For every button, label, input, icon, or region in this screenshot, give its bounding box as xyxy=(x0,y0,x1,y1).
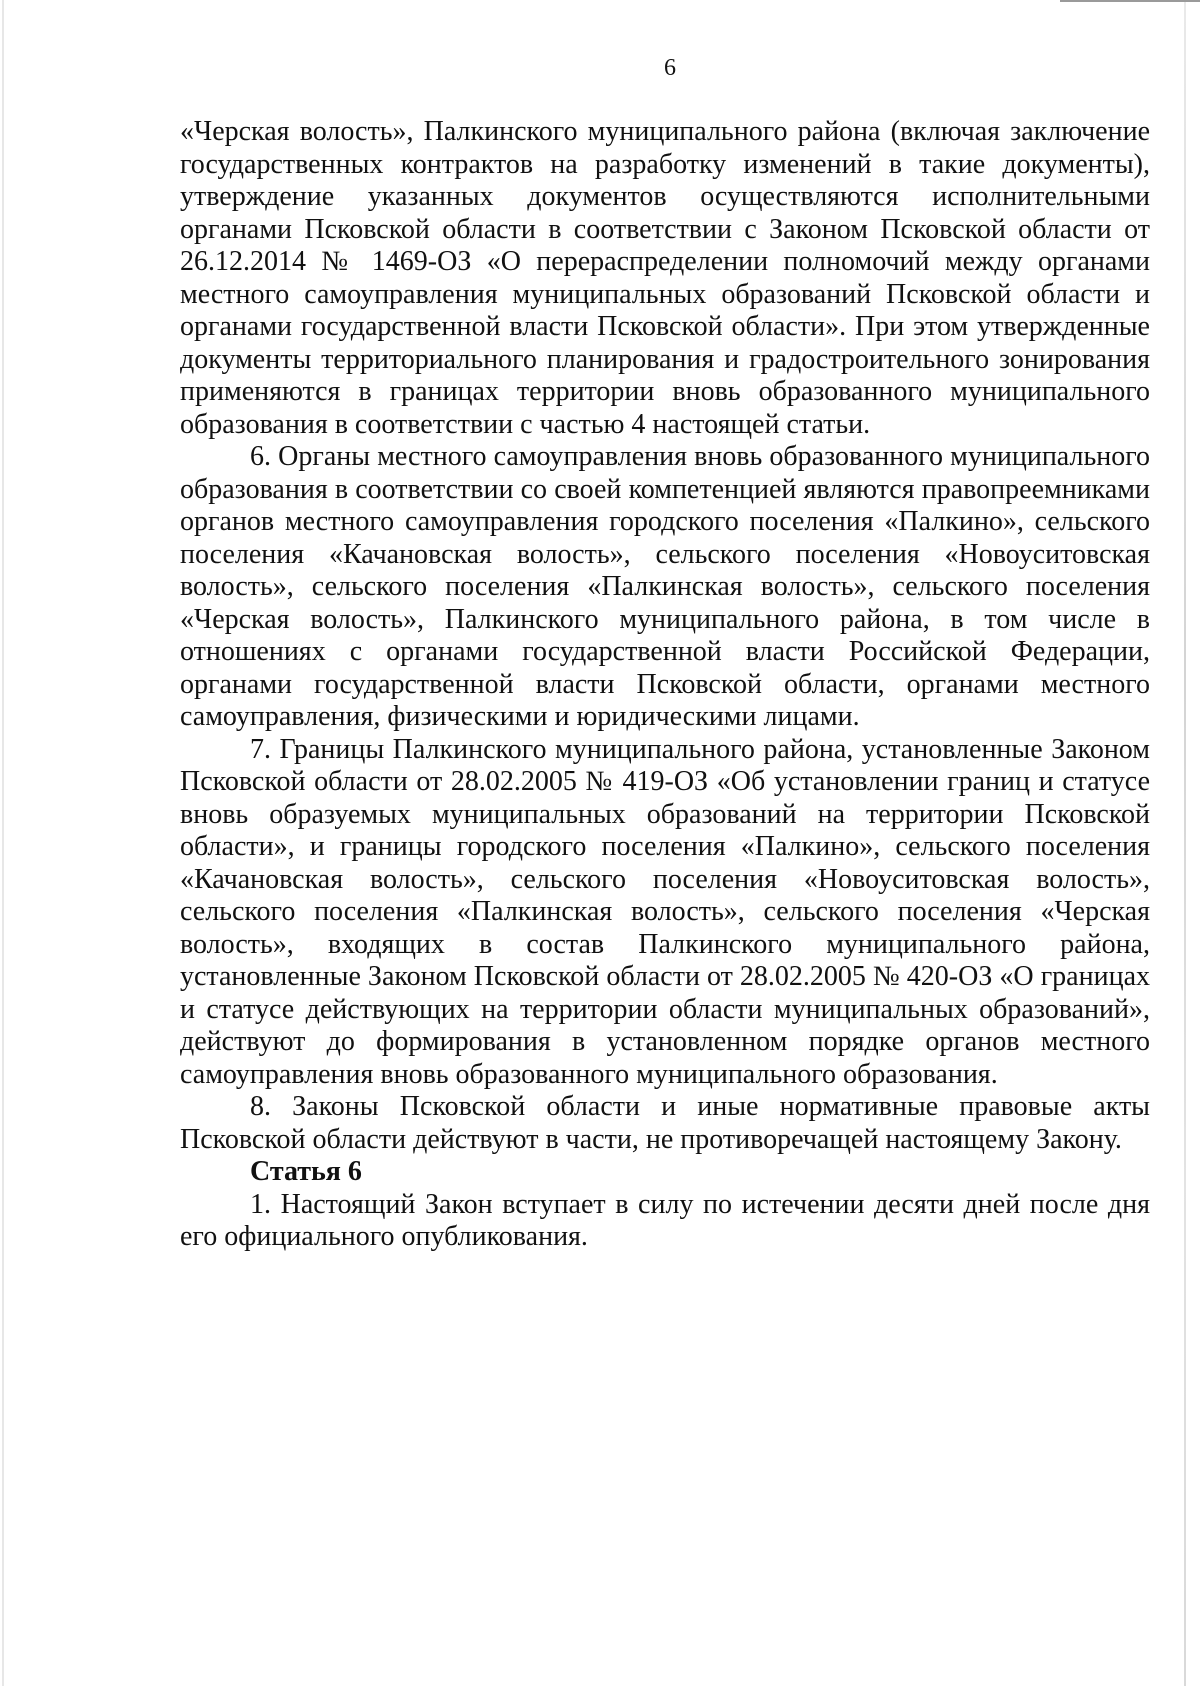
paragraph-continuation: «Черская волость», Палкинского муниципального района (включая заключение государственных контрактов на разработку изменений в такие документы), утверждение указанных документов осуществляются исполнительными органами Псковской области в соответствии с Законом Псковской области от 26.12.2014 № 1469-ОЗ «О перераспределении полномочий между органами местного самоуправления муниципальных образований Псковской области и органами государственной власти Псковской области». При этом утвержденные документы территориального планирования и градостроительного зонирования применяются в границах территории вновь образованного муниципального образования в соответствии с частью 4 настоящей статьи. xyxy=(180,116,1150,440)
paragraph-item-6: 6. Органы местного самоуправления вновь образованного муниципального образования в соответствии со своей компетенцией являются правопреемниками органов местного самоуправления городского поселения «Палкино», сельского поселения «Качановская волость», сельского поселения «Новоуситовская волость», сельского поселения «Палкинская волость», сельского поселения «Черская волость», Палкинского муниципального района, в том числе в отношениях с органами государственной власти Российской Федерации, органами государственной власти Псковской области, органами местного самоуправления, физическими и юридическими лицами. xyxy=(180,441,1150,732)
paragraph-item-8: 8. Законы Псковской области и иные нормативные правовые акты Псковской области действуют в части, не противоречащей настоящему Закону. xyxy=(180,1091,1150,1155)
scan-top-mark xyxy=(1060,0,1200,2)
scan-edge-right xyxy=(1184,0,1186,1686)
article-paragraph-1: 1. Настоящий Закон вступает в силу по истечении десяти дней после дня его официального опубликования. xyxy=(180,1188,1150,1252)
paragraph-item-7: 7. Границы Палкинского муниципального района, установленные Законом Псковской области от 28.02.2005 № 419-ОЗ «Об установлении границ и статусе вновь образуемых муниципальных образований на территории Псковской области», и границы городского поселения «Палкино», сельского поселения «Качановская волость», сельского поселения «Новоуситовская волость», сельского поселения «Палкинская волость», сельского поселения «Черская волость», входящих в состав Палкинского муниципального района, установленные Законом Псковской области от 28.02.2005 № 420-ОЗ «О границах и статусе действующих на территории области муниципальных образований», действуют до формирования в установленном порядке органов местного самоуправления вновь образованного муниципального образования. xyxy=(180,733,1150,1090)
page-number: 6 xyxy=(664,55,676,81)
scan-edge-left xyxy=(2,0,4,1686)
document-body xyxy=(180,116,1150,1254)
article-heading: Статья 6 xyxy=(250,1156,362,1187)
